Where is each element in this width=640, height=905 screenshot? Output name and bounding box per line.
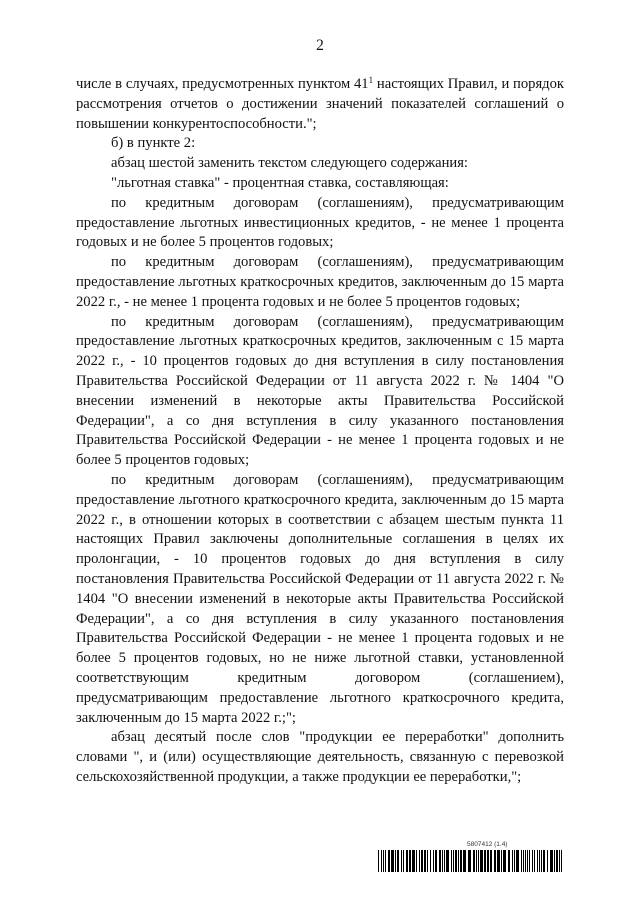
barcode-bar — [446, 850, 449, 872]
barcode-bar — [527, 850, 528, 872]
barcode-bar — [547, 850, 548, 872]
barcode-bar — [480, 850, 483, 872]
barcode-bar — [487, 850, 489, 872]
barcode-bar — [460, 850, 462, 872]
barcode-bar — [383, 850, 384, 872]
barcode-bar — [427, 850, 428, 872]
paragraph — [76, 75, 564, 134]
barcode-bar — [401, 850, 402, 872]
barcode-bar — [556, 850, 558, 872]
barcode-bar — [497, 850, 500, 872]
paragraph — [76, 154, 564, 174]
page-number: 2 — [316, 37, 324, 54]
barcode-label: 5807412 (1.4) — [467, 841, 508, 848]
barcode-bar — [478, 850, 479, 872]
barcode-bar — [397, 850, 399, 872]
barcode-bar — [561, 850, 562, 872]
barcode-bar — [444, 850, 445, 872]
barcode-bar — [385, 850, 386, 872]
barcode-bar — [537, 850, 538, 872]
barcode-bar — [484, 850, 486, 872]
barcode-bar — [412, 850, 415, 872]
barcode-bar — [543, 850, 545, 872]
barcode-bar — [409, 850, 411, 872]
barcode-bar — [433, 850, 434, 872]
barcode-bar — [503, 850, 506, 872]
barcode-bar — [554, 850, 555, 872]
barcode-bar — [468, 850, 471, 872]
barcode-bar — [442, 850, 443, 872]
paragraph-text: числе в случаях, предусмотренных пунктом 41 — [76, 76, 369, 92]
barcode-bar — [453, 850, 454, 872]
paragraph — [76, 471, 564, 728]
paragraph — [76, 313, 564, 471]
barcode-image — [378, 850, 562, 872]
barcode-bar — [403, 850, 404, 872]
barcode-bar — [378, 850, 379, 872]
barcode-bar — [430, 850, 431, 872]
paragraph — [76, 174, 564, 194]
paragraph-text: абзац десятый после слов "продукции ее переработки" дополнить словами ", и (или) осуществляющие деятельность, связанную с перевозкой сельскохозяйственной продукции, а также продукции ее переработки,"; — [76, 729, 564, 785]
paragraph-text: б) в пункте 2: — [111, 135, 196, 152]
barcode-bar — [435, 850, 437, 872]
barcode-bar — [525, 850, 526, 872]
paragraph-text: по кредитным договорам (соглашениям), предусматривающим предоставление льготных краткосрочных кредитов, заключенным с 15 марта 2022 г., - 10 процентов годовых до дня вступления в силу постановления Правительства Российской Федерации от 11 августа 2022 г. № 1404 "О внесении изменений в некоторые акты Правительства Российской Федерации", а со дня вступления в силу указанного постановления Правительства Российской Федерации - не менее 1 процента годовых и не более 5 процентов годовых; — [76, 313, 564, 469]
barcode-bar — [559, 850, 560, 872]
barcode-bar — [476, 850, 477, 872]
paragraph-text: настоящих Правил, и порядок рассмотрения отчетов о достижении значений показателей соглашений о повышении конкурентоспособности."; — [76, 76, 564, 132]
barcode-bar — [490, 850, 492, 872]
barcode-bar — [419, 850, 420, 872]
barcode-bar — [512, 850, 513, 872]
barcode-bar — [416, 850, 417, 872]
barcode-bar — [532, 850, 533, 872]
paragraph-text: "льготная ставка" - процентная ставка, составляющая: — [111, 174, 449, 191]
document-body — [76, 75, 564, 788]
paragraph — [76, 134, 564, 154]
barcode-bar — [451, 850, 452, 872]
barcode-bar — [406, 850, 408, 872]
barcode-bar — [439, 850, 441, 872]
barcode-bar — [514, 850, 515, 872]
superscript-text: 1 — [368, 75, 374, 85]
barcode-bar — [529, 850, 530, 872]
barcode-bar — [539, 850, 540, 872]
barcode-bar — [391, 850, 394, 872]
barcode-bar — [473, 850, 475, 872]
barcode-bar — [550, 850, 553, 872]
barcode-bar — [521, 850, 522, 872]
barcode-bar — [534, 850, 535, 872]
barcode-bar — [458, 850, 459, 872]
paragraph-text: по кредитным договорам (соглашениям), предусматривающим предоставление льготных инвестиционных кредитов, - не менее 1 процента годовых и не более 5 процентов годовых; — [76, 194, 564, 251]
barcode-bar — [541, 850, 542, 872]
paragraph-text: по кредитным договорам (соглашениям), предусматривающим предоставление льготных краткосрочных кредитов, заключенным до 15 марта 2022 г., - не менее 1 процента годовых и не более 5 процентов годовых; — [76, 254, 564, 310]
barcode-bar — [463, 850, 466, 872]
barcode-bar — [523, 850, 524, 872]
barcode-bar — [395, 850, 396, 872]
paragraph-text: по кредитным договорам (соглашениям), предусматривающим предоставление льготного краткосрочного кредита, заключенным до 15 марта 2022 г., в отношении которых в соответствии с абзацем шестым пункта 11 настоящих Правил заключены дополнительные соглашения в целях их пролонгации, - 10 процентов годовых до дня вступления в силу постановления Правительства Российской Федерации от 11 августа 2022 г. № 1404 "О внесении изменений в некоторые акты Правительства Российской Федерации", а со дня вступления в силу указанного постановления Правительства Российской Федерации - не менее 1 процента годовых и не более 5 процентов годовых, но не ниже льготной ставки, установленной соответствующим кредитным договором (соглашением), предусматривающим предоставление льготного краткосрочного кредита, заключенным до 15 марта 2022 г.;"; — [76, 471, 564, 726]
barcode-bar — [494, 850, 496, 872]
barcode-bar — [516, 850, 519, 872]
paragraph — [76, 253, 564, 312]
barcode-bar — [424, 850, 426, 872]
barcode-bar — [501, 850, 502, 872]
barcode-bar — [455, 850, 457, 872]
paragraph-text: абзац шестой заменить текстом следующего содержания: — [111, 155, 468, 172]
barcode-bar — [388, 850, 390, 872]
barcode-bar — [381, 850, 382, 872]
paragraph — [76, 194, 564, 253]
paragraph — [76, 728, 564, 787]
barcode-bar — [421, 850, 423, 872]
barcode-bar — [508, 850, 510, 872]
